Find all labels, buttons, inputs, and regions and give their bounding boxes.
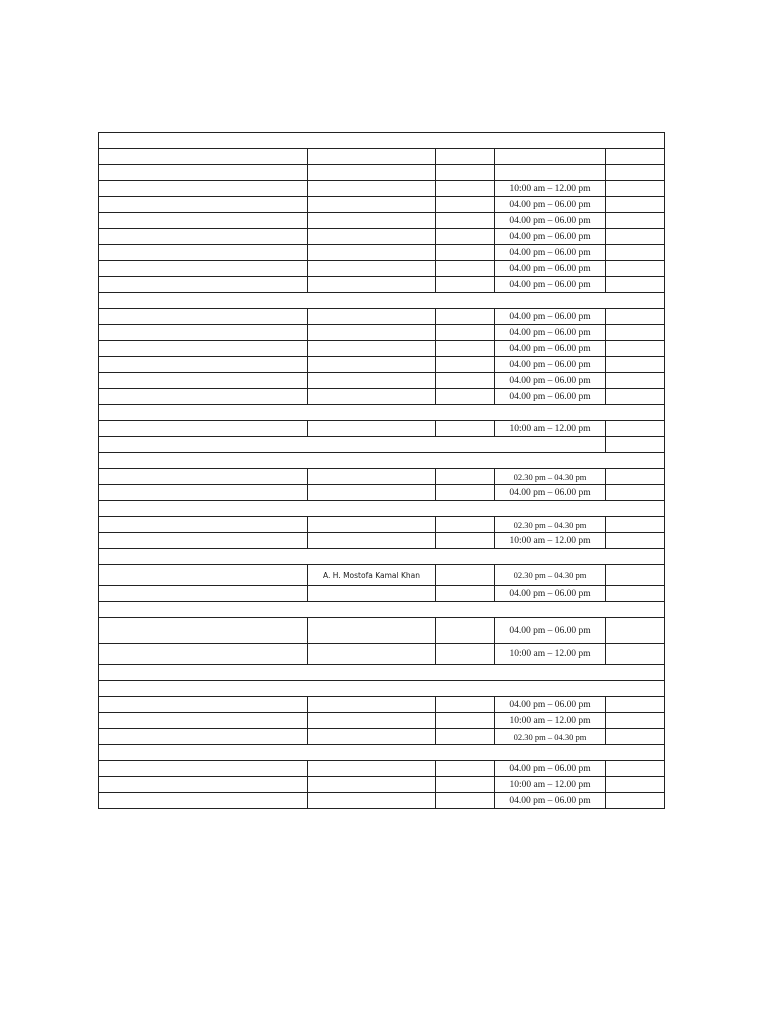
speaker-cell: [308, 517, 436, 533]
table-row: [99, 618, 665, 644]
speaker-cell: [308, 777, 436, 793]
topic-cell: [99, 469, 308, 485]
venue-cell: [606, 697, 665, 713]
table-row: [99, 469, 665, 485]
date-cell: [436, 586, 495, 602]
date-cell: [436, 729, 495, 745]
speaker-cell: [308, 389, 436, 405]
speaker-cell: [308, 618, 436, 644]
date-cell: [436, 341, 495, 357]
table-row: [99, 389, 665, 405]
table-row: [99, 793, 665, 809]
table-row: [99, 517, 665, 533]
section-row: [99, 437, 665, 453]
venue-cell: [606, 485, 665, 501]
venue-cell: [606, 181, 665, 197]
time-cell: 04.00 pm – 06.00 pm: [495, 277, 606, 293]
date-cell: [436, 517, 495, 533]
table-row: [99, 197, 665, 213]
speaker-cell: [308, 181, 436, 197]
topic-cell: [99, 389, 308, 405]
venue-cell: [606, 277, 665, 293]
time-cell: 04.00 pm – 06.00 pm: [495, 357, 606, 373]
venue-cell: [606, 245, 665, 261]
merged-cell: [99, 437, 606, 453]
venue-cell: [606, 644, 665, 665]
topic-cell: [99, 618, 308, 644]
section-header-cell: [99, 681, 665, 697]
topic-cell: [99, 586, 308, 602]
table-row: [99, 373, 665, 389]
topic-cell: [99, 325, 308, 341]
time-cell: 04.00 pm – 06.00 pm: [495, 325, 606, 341]
date-cell: [436, 309, 495, 325]
speaker-cell: [308, 644, 436, 665]
speaker-cell: [308, 469, 436, 485]
topic-cell: [99, 229, 308, 245]
section-row: [99, 745, 665, 761]
section-row: [99, 665, 665, 681]
table-row: [99, 229, 665, 245]
venue-cell: [606, 761, 665, 777]
venue-cell: [606, 389, 665, 405]
date-cell: [436, 644, 495, 665]
table-row: [99, 713, 665, 729]
section-header-cell: [99, 293, 665, 309]
venue-cell: [606, 793, 665, 809]
schedule-table: [98, 132, 665, 809]
time-cell: 02.30 pm – 04.30 pm: [495, 517, 606, 533]
date-cell: [436, 565, 495, 586]
section-row: [99, 453, 665, 469]
time-cell: 04.00 pm – 06.00 pm: [495, 341, 606, 357]
date-cell: [436, 245, 495, 261]
topic-cell: [99, 341, 308, 357]
time-cell: 10:00 am – 12.00 pm: [495, 713, 606, 729]
schedule-body: [99, 133, 665, 809]
speaker-cell: [308, 229, 436, 245]
venue-cell: [606, 165, 665, 181]
venue-cell: [606, 565, 665, 586]
venue-cell: [606, 341, 665, 357]
date-cell: [436, 697, 495, 713]
extra-cell: [606, 437, 665, 453]
topic-cell: [99, 777, 308, 793]
speaker-cell: [308, 261, 436, 277]
time-cell: 10:00 am – 12.00 pm: [495, 644, 606, 665]
speaker-cell: [308, 213, 436, 229]
topic-cell: [99, 533, 308, 549]
time-cell: 04.00 pm – 06.00 pm: [495, 309, 606, 325]
table-row: [99, 644, 665, 665]
speaker-cell: [308, 165, 436, 181]
section-header-cell: [99, 602, 665, 618]
topic-cell: [99, 761, 308, 777]
table-row: [99, 586, 665, 602]
table-row: [99, 309, 665, 325]
table-row: [99, 565, 665, 586]
venue-cell: [606, 777, 665, 793]
time-cell: [495, 149, 606, 165]
time-cell: 04.00 pm – 06.00 pm: [495, 261, 606, 277]
time-cell: 04.00 pm – 06.00 pm: [495, 586, 606, 602]
date-cell: [436, 325, 495, 341]
topic-cell: [99, 261, 308, 277]
table-row: [99, 777, 665, 793]
table-row: [99, 697, 665, 713]
speaker-cell: A. H. Mostofa Kamal Khan: [308, 565, 436, 586]
date-cell: [436, 277, 495, 293]
topic-cell: [99, 697, 308, 713]
time-cell: 04.00 pm – 06.00 pm: [495, 618, 606, 644]
topic-cell: [99, 485, 308, 501]
venue-cell: [606, 325, 665, 341]
table-row: [99, 149, 665, 165]
date-cell: [436, 469, 495, 485]
table-row: [99, 213, 665, 229]
topic-cell: [99, 565, 308, 586]
speaker-cell: [308, 357, 436, 373]
section-header-cell: [99, 549, 665, 565]
time-cell: 10:00 am – 12.00 pm: [495, 181, 606, 197]
table-row: [99, 761, 665, 777]
topic-cell: [99, 357, 308, 373]
topic-cell: [99, 517, 308, 533]
date-cell: [436, 533, 495, 549]
time-cell: 04.00 pm – 06.00 pm: [495, 389, 606, 405]
time-cell: 02.30 pm – 04.30 pm: [495, 565, 606, 586]
venue-cell: [606, 357, 665, 373]
topic-cell: [99, 309, 308, 325]
speaker-cell: [308, 277, 436, 293]
time-cell: 10:00 am – 12.00 pm: [495, 533, 606, 549]
time-cell: 02.30 pm – 04.30 pm: [495, 469, 606, 485]
date-cell: [436, 389, 495, 405]
venue-cell: [606, 586, 665, 602]
date-cell: [436, 213, 495, 229]
section-header-cell: [99, 501, 665, 517]
date-cell: [436, 618, 495, 644]
topic-cell: [99, 197, 308, 213]
date-cell: [436, 181, 495, 197]
section-header-cell: [99, 745, 665, 761]
venue-cell: [606, 533, 665, 549]
time-cell: 10:00 am – 12.00 pm: [495, 421, 606, 437]
date-cell: [436, 261, 495, 277]
venue-cell: [606, 197, 665, 213]
topic-cell: [99, 181, 308, 197]
time-cell: 04.00 pm – 06.00 pm: [495, 761, 606, 777]
topic-cell: [99, 213, 308, 229]
table-row: [99, 261, 665, 277]
section-row: [99, 133, 665, 149]
speaker-cell: [308, 325, 436, 341]
topic-cell: [99, 713, 308, 729]
section-row: [99, 681, 665, 697]
topic-cell: [99, 373, 308, 389]
venue-cell: [606, 469, 665, 485]
table-row: [99, 729, 665, 745]
table-row: [99, 277, 665, 293]
date-cell: [436, 777, 495, 793]
time-cell: 04.00 pm – 06.00 pm: [495, 697, 606, 713]
date-cell: [436, 165, 495, 181]
date-cell: [436, 793, 495, 809]
speaker-cell: [308, 149, 436, 165]
table-row: [99, 325, 665, 341]
time-cell: 04.00 pm – 06.00 pm: [495, 485, 606, 501]
venue-cell: [606, 618, 665, 644]
time-cell: 10:00 am – 12.00 pm: [495, 777, 606, 793]
table-row: [99, 181, 665, 197]
venue-cell: [606, 261, 665, 277]
section-header-cell: [99, 453, 665, 469]
table-row: [99, 421, 665, 437]
topic-cell: [99, 644, 308, 665]
time-cell: 04.00 pm – 06.00 pm: [495, 197, 606, 213]
venue-cell: [606, 517, 665, 533]
speaker-cell: [308, 421, 436, 437]
date-cell: [436, 149, 495, 165]
time-cell: 04.00 pm – 06.00 pm: [495, 373, 606, 389]
speaker-cell: [308, 197, 436, 213]
topic-cell: [99, 165, 308, 181]
speaker-cell: [308, 586, 436, 602]
time-cell: 04.00 pm – 06.00 pm: [495, 229, 606, 245]
date-cell: [436, 485, 495, 501]
section-row: [99, 405, 665, 421]
date-cell: [436, 713, 495, 729]
section-header-cell: [99, 405, 665, 421]
date-cell: [436, 373, 495, 389]
venue-cell: [606, 229, 665, 245]
date-cell: [436, 421, 495, 437]
venue-cell: [606, 713, 665, 729]
venue-cell: [606, 729, 665, 745]
speaker-cell: [308, 697, 436, 713]
time-cell: [495, 165, 606, 181]
venue-cell: [606, 309, 665, 325]
section-row: [99, 549, 665, 565]
date-cell: [436, 229, 495, 245]
speaker-cell: [308, 761, 436, 777]
topic-cell: [99, 729, 308, 745]
date-cell: [436, 357, 495, 373]
table-row: [99, 533, 665, 549]
topic-cell: [99, 277, 308, 293]
speaker-cell: [308, 533, 436, 549]
section-row: [99, 293, 665, 309]
venue-cell: [606, 213, 665, 229]
time-cell: 04.00 pm – 06.00 pm: [495, 213, 606, 229]
venue-cell: [606, 421, 665, 437]
topic-cell: [99, 245, 308, 261]
section-header-cell: [99, 665, 665, 681]
speaker-cell: [308, 245, 436, 261]
table-row: [99, 165, 665, 181]
speaker-cell: [308, 793, 436, 809]
section-row: [99, 602, 665, 618]
speaker-cell: [308, 309, 436, 325]
venue-cell: [606, 149, 665, 165]
topic-cell: [99, 149, 308, 165]
table-row: [99, 341, 665, 357]
table-row: [99, 245, 665, 261]
time-cell: 04.00 pm – 06.00 pm: [495, 793, 606, 809]
table-row: [99, 485, 665, 501]
venue-cell: [606, 373, 665, 389]
table-row: [99, 357, 665, 373]
topic-cell: [99, 793, 308, 809]
date-cell: [436, 761, 495, 777]
section-header-cell: [99, 133, 665, 149]
topic-cell: [99, 421, 308, 437]
speaker-cell: [308, 373, 436, 389]
speaker-cell: [308, 729, 436, 745]
speaker-cell: [308, 341, 436, 357]
time-cell: 02.30 pm – 04.30 pm: [495, 729, 606, 745]
speaker-cell: [308, 713, 436, 729]
date-cell: [436, 197, 495, 213]
time-cell: 04.00 pm – 06.00 pm: [495, 245, 606, 261]
section-row: [99, 501, 665, 517]
speaker-cell: [308, 485, 436, 501]
